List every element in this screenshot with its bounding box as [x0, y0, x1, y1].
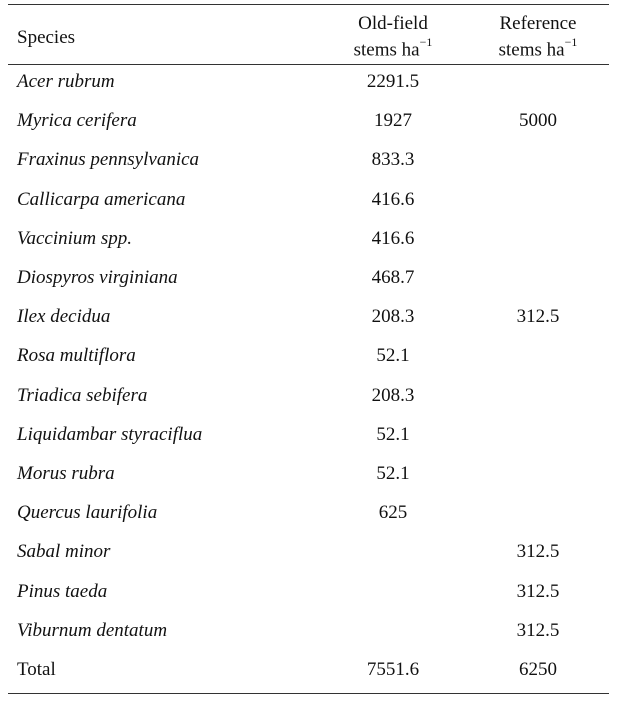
- old-field-value: 833.3: [371, 149, 415, 170]
- header-bottom-rule: [8, 64, 609, 65]
- reference-value: 312.5: [516, 581, 560, 602]
- table-row: [0, 71, 624, 110]
- old-field-value: 1927: [374, 110, 412, 131]
- old-field-value: 52.1: [376, 345, 410, 366]
- header-reference-line1: Reference: [499, 13, 577, 34]
- old-field-value: 468.7: [371, 267, 415, 288]
- header-old-field-line2: [318, 34, 468, 60]
- species-name: Fraxinus pennsylvanica: [17, 149, 200, 170]
- old-field-value: 416.6: [371, 228, 415, 249]
- total-label: Total: [17, 659, 56, 680]
- table-bottom-rule: [8, 693, 609, 694]
- table-row: [0, 267, 624, 306]
- species-name: Ilex decidua: [17, 306, 111, 327]
- header-old-field-line1: Old-field: [358, 13, 428, 34]
- species-name: Sabal minor: [17, 541, 111, 562]
- table-row: [0, 306, 624, 345]
- species-name: Acer rubrum: [17, 71, 115, 92]
- total-old-field-value: 7551.6: [366, 659, 420, 680]
- header-old-field-unit-exponent: −1: [419, 35, 433, 49]
- header-reference: [463, 14, 613, 60]
- table-row: [0, 149, 624, 188]
- species-name: Viburnum dentatum: [17, 620, 168, 641]
- table-row: [0, 228, 624, 267]
- reference-value: 5000: [519, 110, 557, 131]
- table-top-rule: [8, 4, 609, 5]
- species-name: Liquidambar styraciflua: [17, 424, 203, 445]
- old-field-value: 416.6: [371, 189, 415, 210]
- old-field-value: 52.1: [376, 424, 410, 445]
- table-row: [0, 424, 624, 463]
- old-field-value: 208.3: [371, 385, 415, 406]
- table-row: [0, 189, 624, 228]
- species-name: Quercus laurifolia: [17, 502, 158, 523]
- old-field-value: 208.3: [371, 306, 415, 327]
- header-reference-line2: [463, 34, 613, 60]
- species-name: Triadica sebifera: [17, 385, 148, 406]
- species-name: Vaccinium spp.: [17, 228, 133, 249]
- header-old-field-unit: stems ha: [353, 39, 420, 61]
- table-row: [0, 502, 624, 541]
- reference-value: 312.5: [516, 541, 560, 562]
- reference-value: 312.5: [516, 620, 560, 641]
- species-name: Myrica cerifera: [17, 110, 137, 131]
- species-name: Pinus taeda: [17, 581, 108, 602]
- table-row: [0, 581, 624, 620]
- old-field-value: 2291.5: [366, 71, 420, 92]
- table-row: [0, 385, 624, 424]
- species-name: Morus rubra: [17, 463, 115, 484]
- species-name: Diospyros virginiana: [17, 267, 178, 288]
- table-row: [0, 541, 624, 580]
- table-row: [0, 345, 624, 384]
- header-species: Species: [17, 27, 76, 48]
- total-reference-value: 6250: [519, 659, 557, 680]
- reference-value: 312.5: [516, 306, 560, 327]
- species-name: Rosa multiflora: [17, 345, 136, 366]
- header-reference-unit: stems ha: [498, 39, 565, 61]
- old-field-value: 52.1: [376, 463, 410, 484]
- table-row: [0, 463, 624, 502]
- species-name: Callicarpa americana: [17, 189, 186, 210]
- header-old-field: [318, 14, 468, 60]
- table-row: [0, 110, 624, 149]
- table-row: [0, 620, 624, 659]
- old-field-value: 625: [378, 502, 408, 523]
- header-reference-unit-exponent: −1: [564, 35, 578, 49]
